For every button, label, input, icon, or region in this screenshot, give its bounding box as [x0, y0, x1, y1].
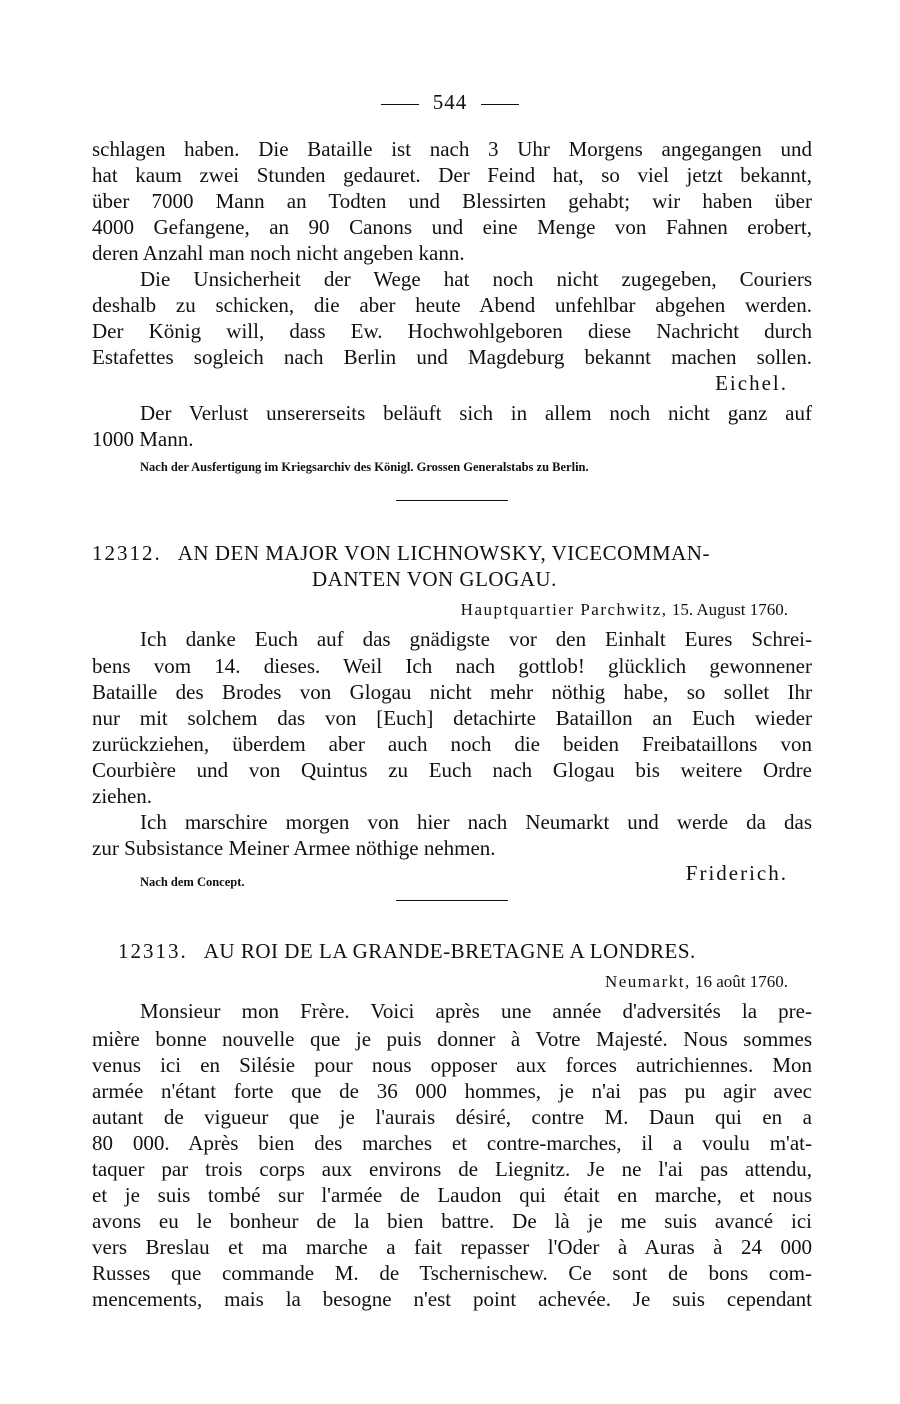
letter-heading: [92, 540, 812, 566]
source-note: Nach dem Concept.: [140, 875, 245, 889]
header-rule-right: [481, 104, 519, 105]
text-line: Bataille des Brodes von Glogau nicht mehr nöthig habe, so sollet Ihr: [92, 680, 812, 704]
text-line: Estafettes sogleich nach Berlin und Magdeburg bekannt machen sollen.: [92, 345, 812, 369]
text-line: mière bonne nouvelle que je puis donner à Votre Majesté. Nous sommes: [92, 1027, 812, 1051]
text-line: Der König will, dass Ew. Hochwohlgeboren diese Nachricht durch: [92, 319, 812, 343]
text-line: 4000 Gefangene, an 90 Canons und eine Menge von Fahnen erobert,: [92, 215, 812, 239]
letter-heading-line1: AN DEN MAJOR VON LICHNOWSKY, VICECOMMAN-: [177, 541, 710, 565]
source-note: Nach der Ausfertigung im Kriegsarchiv des Königl. Grossen Generalstabs zu Berlin.: [140, 460, 589, 474]
text-line: Russes que commande M. de Tschernischew. Ce sont de bons com-: [92, 1261, 812, 1285]
postscript-line: 1000 Mann.: [92, 427, 194, 451]
text-line: 80 000. Après bien des marches et contre-marches, il a voulu m'at-: [92, 1131, 812, 1155]
text-line: mencements, mais la besogne n'est point achevée. Je suis cependant: [92, 1287, 812, 1311]
postscript-line: Der Verlust unsererseits beläuft sich in allem noch nicht ganz auf: [140, 401, 812, 425]
text-line: avons eu le bonheur de la bien battre. De là je me suis avancé ici: [92, 1209, 812, 1233]
header-rule-left: [381, 104, 419, 105]
text-line: deshalb zu schicken, die aber heute Abend unfehlbar abgehen werden.: [92, 293, 812, 317]
text-line: venus ici en Silésie pour nous opposer aux forces autrichiennes. Mon: [92, 1053, 812, 1077]
text-line: taquer par trois corps aux environs de Liegnitz. Je ne l'ai pas attendu,: [92, 1157, 812, 1181]
text-line: ziehen.: [92, 784, 153, 808]
dateline: [92, 969, 788, 995]
text-line: deren Anzahl man noch nicht angeben kann.: [92, 241, 465, 265]
signature-eichel: Eichel.: [715, 371, 788, 395]
text-line: Die Unsicherheit der Wege hat noch nicht zugegeben, Couriers: [140, 267, 812, 291]
text-line: zurückziehen, überdem aber auch noch die beiden Freibataillons von: [92, 732, 812, 756]
text-line: bens vom 14. dieses. Weil Ich nach gottlob! glücklich gewonnener: [92, 654, 812, 678]
dateline-place: Neumarkt,: [604, 972, 691, 991]
dateline-date: 15. August 1760.: [671, 600, 788, 619]
text-line: et je suis tombé sur l'armée de Laudon qui était en marche, et nous: [92, 1183, 812, 1207]
text-line: zur Subsistance Meiner Armee nöthige nehmen.: [92, 836, 496, 860]
text-line: über 7000 Mann an Todten und Blessirten gehabt; wir haben über: [92, 189, 812, 213]
text-line: Ich marschire morgen von hier nach Neumarkt und werde da das: [140, 810, 812, 834]
dateline-place: Hauptquartier Parchwitz,: [460, 600, 668, 619]
text-line: armée n'étant forte que de 36 000 hommes, je n'ai pas pu agir avec: [92, 1079, 812, 1103]
dateline-date: 16 août 1760.: [694, 972, 788, 991]
text-line: vers Breslau et ma marche a fait repasser l'Oder à Auras à 24 000: [92, 1235, 812, 1259]
letter-heading-text: AU ROI DE LA GRANDE-BRETAGNE A LONDRES.: [203, 939, 696, 963]
letter-number: 12313.: [118, 939, 188, 963]
text-line: schlagen haben. Die Bataille ist nach 3 Uhr Morgens angegangen und: [92, 137, 812, 161]
letter-heading: [118, 938, 838, 964]
letter-number: 12312.: [92, 541, 162, 565]
signature-friderich: Friderich.: [685, 861, 788, 885]
letter-heading-line2: DANTEN VON GLOGAU.: [312, 567, 557, 591]
text-line: autant de vigueur que je l'aurais désiré, contre M. Daun qui en a: [92, 1105, 812, 1129]
page-number: 544: [432, 90, 468, 114]
dateline: [92, 597, 788, 623]
page-number-header: [0, 90, 900, 115]
section-divider: [396, 900, 508, 901]
text-line: Ich danke Euch auf das gnädigste vor den Einhalt Eures Schrei-: [140, 627, 812, 651]
section-divider: [396, 500, 508, 501]
text-line: Monsieur mon Frère. Voici après une année d'adversités la pre-: [140, 999, 812, 1023]
text-line: hat kaum zwei Stunden gedauret. Der Feind hat, so viel jetzt bekannt,: [92, 163, 812, 187]
text-line: Courbière und von Quintus zu Euch nach Glogau bis weitere Ordre: [92, 758, 812, 782]
text-line: nur mit solchem das von [Euch] detachirte Bataillon an Euch wieder: [92, 706, 812, 730]
